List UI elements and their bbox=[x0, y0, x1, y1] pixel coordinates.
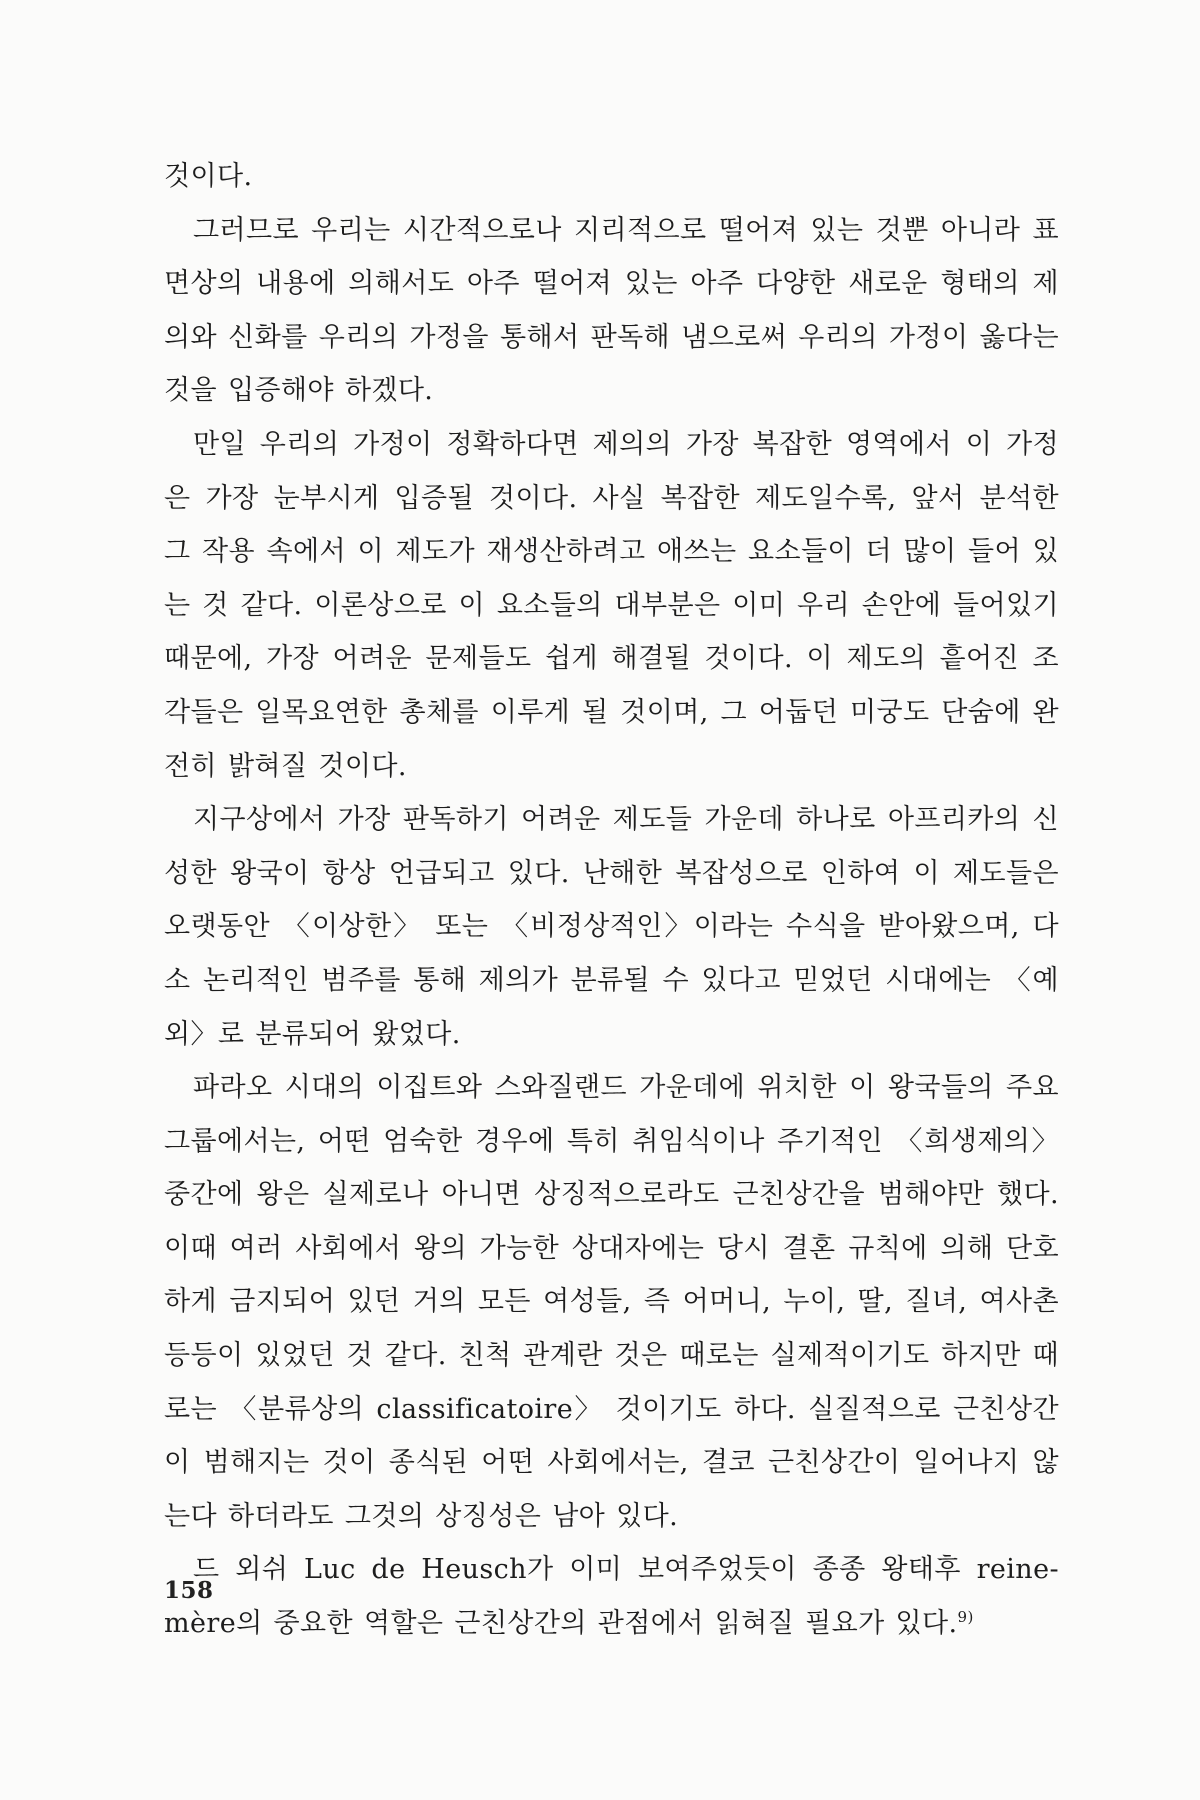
page-number: 158 bbox=[164, 1577, 214, 1604]
body-text bbox=[164, 150, 1059, 1651]
paragraph: 그러므로 우리는 시간적으로나 지리적으로 떨어져 있는 것뿐 아니라 표면상의 내용에 의해서도 아주 떨어져 있는 아주 다양한 새로운 형태의 제의와 신화를 우리의 가정을 통해서 판독해 냄으로써 우리의 가정이 옳다는 것을 입증해야 하겠다. bbox=[164, 214, 1059, 407]
footnote-marker: 9) bbox=[957, 1608, 974, 1627]
paragraph-last bbox=[164, 1543, 1059, 1650]
paragraph: 만일 우리의 가정이 정확하다면 제의의 가장 복잡한 영역에서 이 가정은 가장 눈부시게 입증될 것이다. 사실 복잡한 제도일수록, 앞서 분석한 그 작용 속에서 이 제도가 재생산하려고 애쓰는 요소들이 더 많이 들어 있는 것 같다. 이론상으로 이 요소들의 대부분은 이미 우리 손안에 들어있기 때문에, 가장 어려운 문제들도 쉽게 해결될 것이다. 이 제도의 흩어진 조각들은 일목요연한 총체를 이루게 될 것이며, 그 어둡던 미궁도 단숨에 완전히 밝혀질 것이다. bbox=[164, 428, 1059, 782]
paragraph-continuation: 것이다. bbox=[164, 161, 253, 192]
paragraph: 파라오 시대의 이집트와 스와질랜드 가운데에 위치한 이 왕국들의 주요 그룹에서는, 어떤 엄숙한 경우에 특히 취임식이나 주기적인 〈희생제의〉 중간에 왕은 실제로나 아니면 상징적으로라도 근친상간을 범해야만 했다. 이때 여러 사회에서 왕의 가능한 상대자에는 당시 결혼 규칙에 의해 단호하게 금지되어 있던 거의 모든 여성들, 즉 어머니, 누이, 딸, 질녀, 여사촌 등등이 있었던 것 같다. 친척 관계란 것은 때로는 실제적이기도 하지만 때로는 〈분류상의 classificatoire〉 것이기도 하다. 실질적으로 근친상간이 범해지는 것이 종식된 어떤 사회에서는, 결코 근친상간이 일어나지 않는다 하더라도 그것의 상징성은 남아 있다. bbox=[164, 1072, 1059, 1532]
paragraph-text: 드 외쉬 Luc de Heusch가 이미 보여주었듯이 종종 왕태후 reine-mère의 중요한 역할은 근친상간의 관점에서 읽혀질 필요가 있다. bbox=[164, 1554, 1059, 1640]
paragraph: 지구상에서 가장 판독하기 어려운 제도들 가운데 하나로 아프리카의 신성한 왕국이 항상 언급되고 있다. 난해한 복잡성으로 인하여 이 제도들은 오랫동안 〈이상한〉 또는 〈비정상적인〉이라는 수식을 받아왔으며, 다소 논리적인 범주를 통해 제의가 분류될 수 있다고 믿었던 시대에는 〈예외〉로 분류되어 왔었다. bbox=[164, 804, 1059, 1050]
